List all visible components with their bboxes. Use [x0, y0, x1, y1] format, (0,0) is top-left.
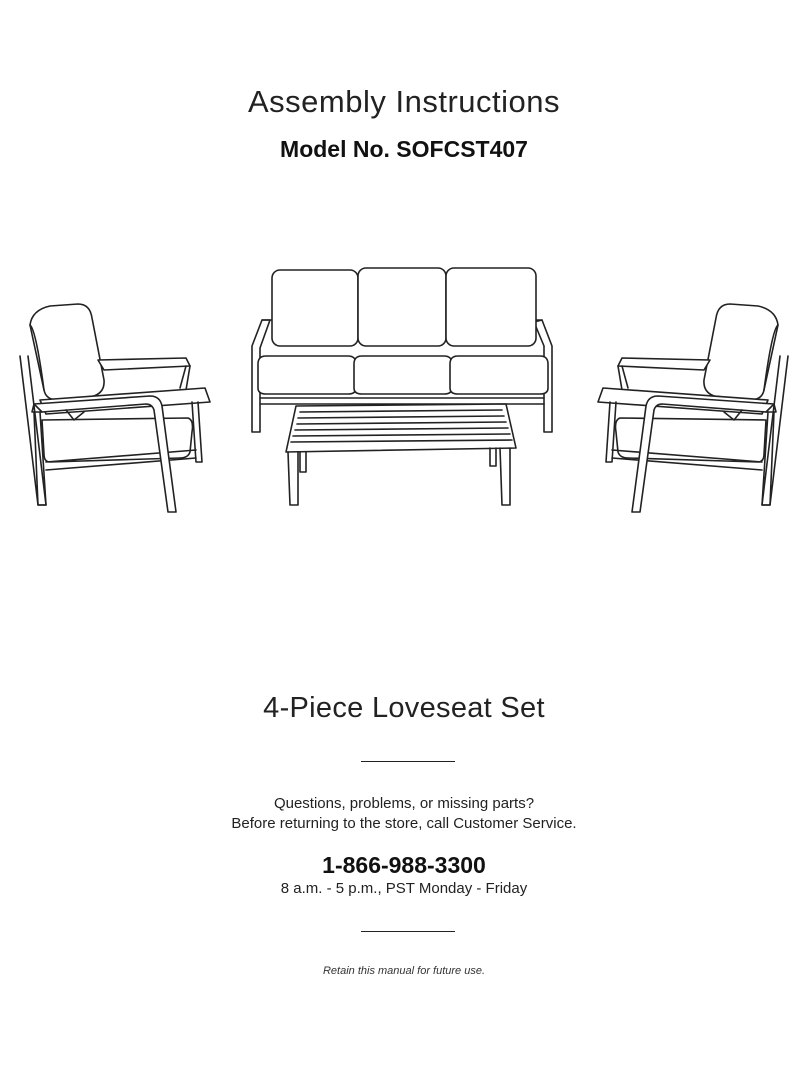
- right-chair-illustration: [598, 304, 788, 512]
- support-question: Questions, problems, or missing parts?: [273, 795, 535, 812]
- divider: [361, 761, 455, 762]
- support-instruction: Before returning to the store, call Customer Service.: [231, 815, 577, 832]
- customer-service-phone: 1-866-988-3300: [322, 852, 486, 878]
- divider: [361, 931, 455, 932]
- patio-furniture-set-illustration: [0, 250, 808, 530]
- product-name: 4-Piece Loveseat Set: [263, 692, 545, 724]
- page-title: Assembly Instructions: [248, 84, 560, 119]
- retain-manual-note: Retain this manual for future use.: [322, 965, 486, 977]
- model-number: Model No. SOFCST407: [280, 136, 528, 162]
- service-hours: 8 a.m. - 5 p.m., PST Monday - Friday: [280, 880, 528, 897]
- coffee-table-illustration: [286, 404, 516, 505]
- left-chair-illustration: [20, 304, 210, 512]
